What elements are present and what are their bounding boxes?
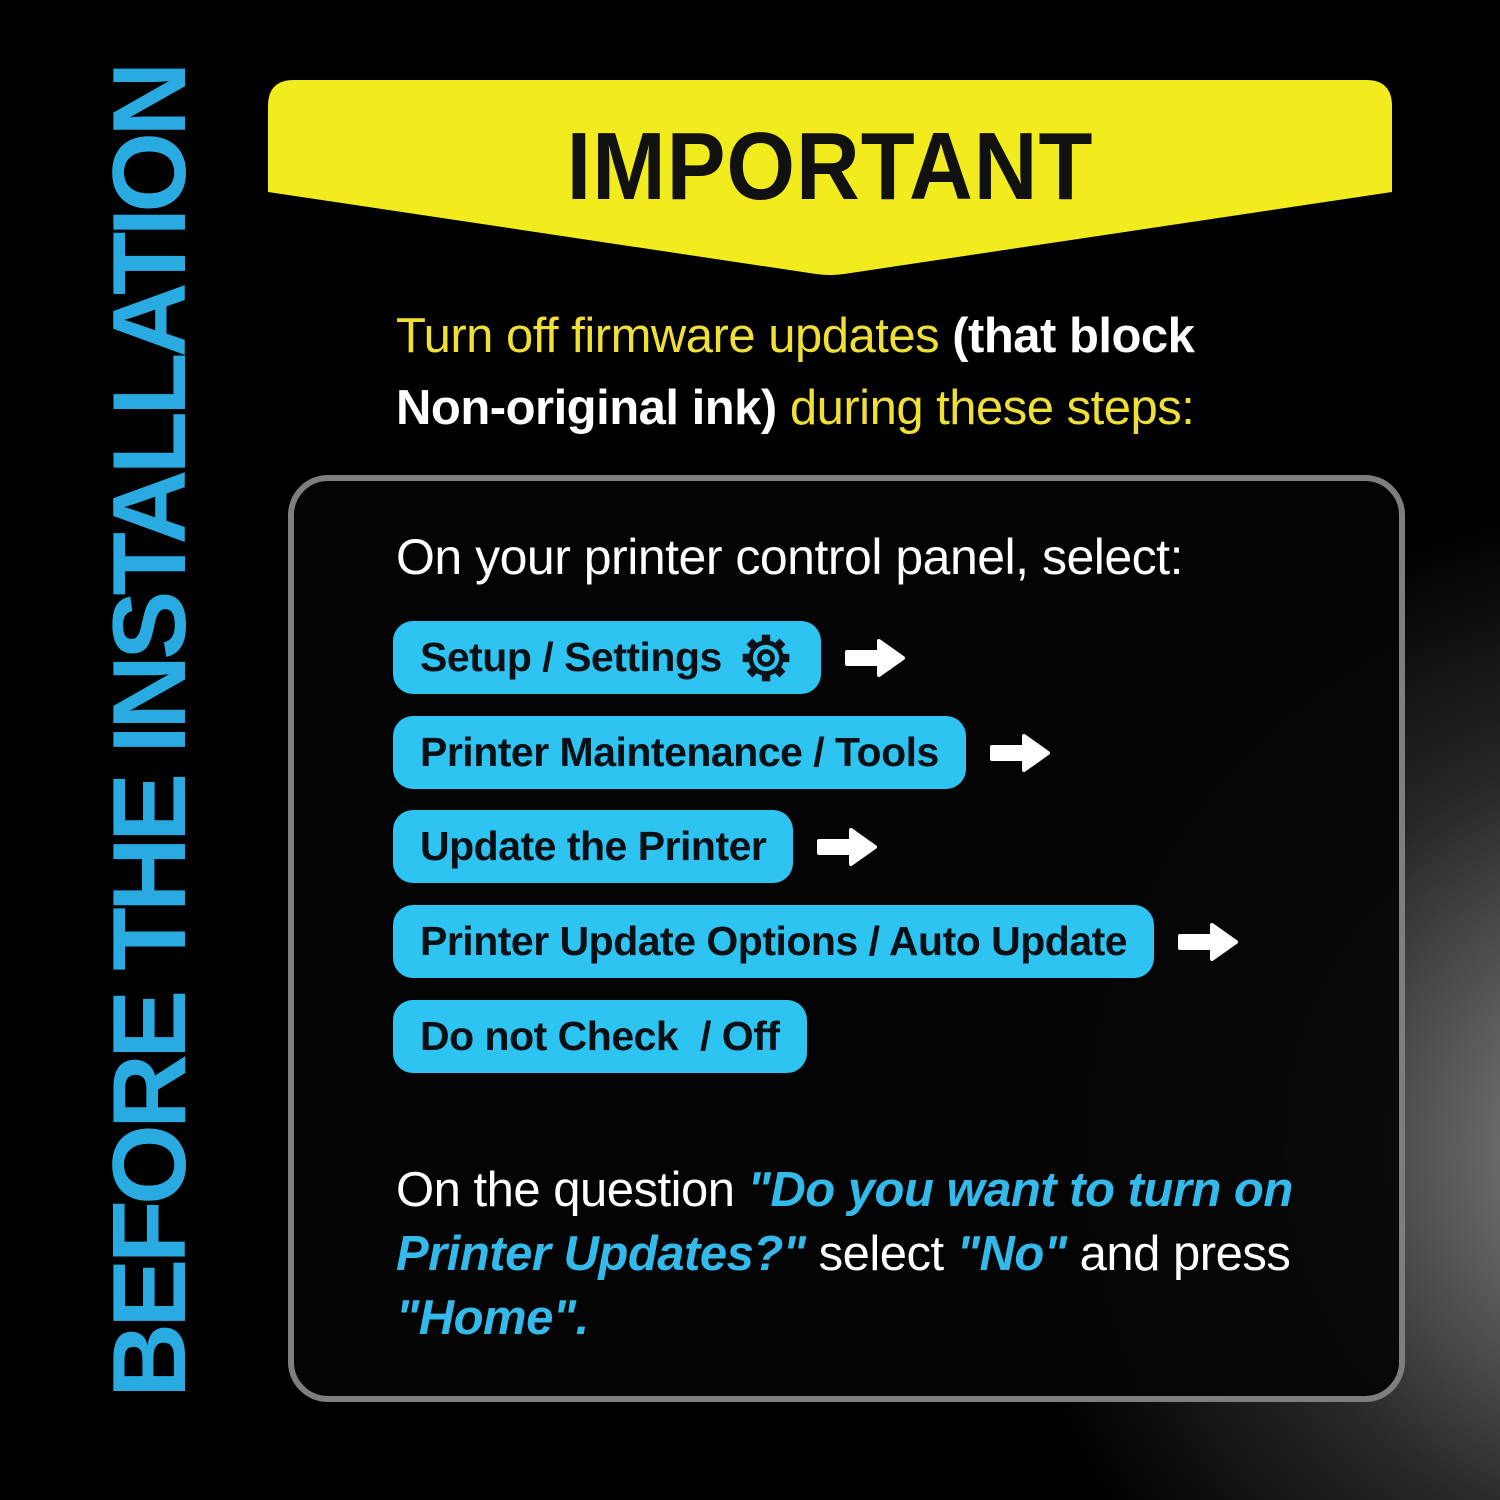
question-line-1	[396, 1158, 1293, 1222]
menu-button-label: Update the Printer	[420, 823, 767, 869]
menu-button-label: Setup / Settings	[420, 634, 722, 680]
banner-title: IMPORTANT	[566, 113, 1094, 220]
intro-line1-yellow: Turn off firmware updates	[396, 309, 953, 363]
question-cyan: "Home"	[396, 1291, 576, 1345]
important-banner	[268, 80, 1392, 280]
question-period: .	[575, 1291, 589, 1345]
menu-button-label: Printer Update Options / Auto Update	[420, 918, 1128, 964]
question-white: On the question	[396, 1163, 748, 1217]
intro-line-2	[396, 372, 1194, 444]
question-text	[396, 1158, 1293, 1350]
menu-button-setup-settings[interactable]	[393, 621, 821, 694]
gear-icon	[738, 630, 794, 686]
menu-button-update-the-printer[interactable]	[393, 810, 793, 883]
menu-button-do-not-check-off[interactable]	[393, 1000, 807, 1073]
menu-row-setup-settings	[393, 621, 907, 694]
menu-button-label: Do not Check / Off	[420, 1013, 780, 1059]
question-cyan: "No"	[956, 1227, 1067, 1281]
question-white: select	[805, 1227, 957, 1281]
intro-text	[396, 300, 1194, 444]
menu-row-printer-maintenance	[393, 716, 1052, 789]
arrow-right-icon	[817, 825, 879, 869]
intro-line2-yellow: during these steps:	[776, 381, 1195, 435]
menu-row-printer-update-options	[393, 905, 1240, 978]
menu-button-printer-maintenance-tools[interactable]	[393, 716, 966, 789]
menu-row-do-not-check	[393, 1000, 807, 1073]
arrow-right-icon	[1178, 920, 1240, 964]
vertical-label: BEFORE THE INSTALLATION	[92, 66, 208, 1398]
intro-line1-white: (that block	[952, 309, 1195, 363]
question-cyan: Printer Updates?"	[396, 1227, 806, 1281]
panel-instruction: On your printer control panel, select:	[396, 529, 1183, 585]
question-line-2	[396, 1222, 1293, 1286]
question-line-3	[396, 1286, 1293, 1350]
menu-row-update-printer	[393, 810, 879, 883]
menu-button-label: Printer Maintenance / Tools	[420, 729, 939, 775]
menu-button-printer-update-options[interactable]	[393, 905, 1154, 978]
arrow-right-icon	[990, 731, 1052, 775]
intro-line-1	[396, 300, 1194, 372]
arrow-right-icon	[845, 636, 907, 680]
question-white: and press	[1066, 1227, 1291, 1281]
intro-line2-white: Non-original ink)	[396, 381, 777, 435]
question-cyan: "Do you want to turn on	[747, 1163, 1293, 1217]
